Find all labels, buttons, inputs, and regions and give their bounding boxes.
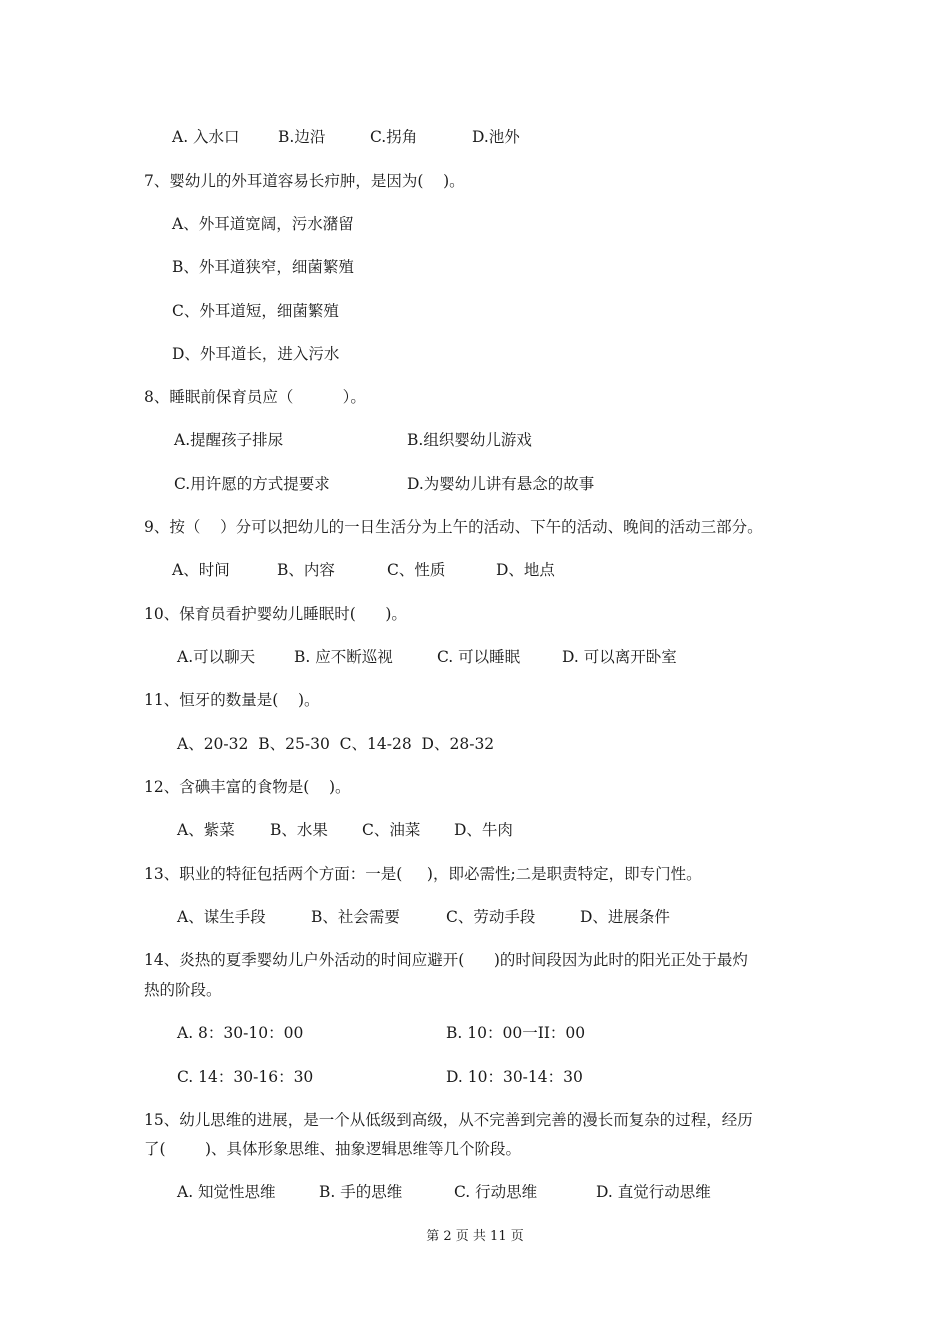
q8-option-c: C.用许愿的方式提要求: [174, 475, 330, 493]
q7-option-a: A、外耳道宽阔，污水潴留: [172, 215, 354, 233]
q13-option-c: C、劳动手段: [446, 908, 536, 926]
q13-option-d: D、进展条件: [580, 908, 670, 926]
q12-option-c: C、油菜: [362, 821, 421, 839]
q14-stem-line-1: 14、炎热的夏季婴幼儿户外活动的时间应避开( )的时间段因为此时的阳光正处于最灼: [144, 951, 748, 969]
q6-option-c: C.拐角: [370, 128, 418, 146]
q10-option-c: C. 可以睡眠: [437, 648, 521, 666]
q10-option-b: B. 应不断巡视: [294, 648, 393, 666]
q7-stem: 7、婴幼儿的外耳道容易长疖肿，是因为( )。: [144, 172, 465, 190]
q9-option-a: A、时间: [172, 561, 230, 579]
q15-option-b: B. 手的思维: [319, 1183, 403, 1201]
q15-option-a: A. 知觉性思维: [177, 1183, 276, 1201]
q14-option-d: D. 10：30-14：30: [446, 1068, 583, 1086]
q11-options: A、20-32 B、25-30 C、14-28 D、28-32: [177, 735, 495, 753]
q15-option-d: D. 直觉行动思维: [596, 1183, 711, 1201]
q7-option-b: B、外耳道狭窄，细菌繁殖: [172, 258, 354, 276]
q13-stem: 13、职业的特征包括两个方面：一是( )，即必需性;二是职责特定，即专门性。: [144, 865, 702, 883]
q14-stem-line-2: 热的阶段。: [144, 981, 222, 999]
q12-option-d: D、牛肉: [454, 821, 513, 839]
q15-stem-line-1: 15、幼儿思维的进展，是一个从低级到高级，从不完善到完善的漫长而复杂的过程，经历: [144, 1111, 753, 1129]
q8-option-a: A.提醒孩子排尿: [174, 431, 284, 449]
q15-stem-line-2: 了( )、具体形象思维、抽象逻辑思维等几个阶段。: [144, 1140, 522, 1158]
q12-option-b: B、水果: [270, 821, 328, 839]
q12-option-a: A、紫菜: [177, 821, 235, 839]
q9-option-b: B、内容: [277, 561, 335, 579]
q10-option-a: A.可以聊天: [177, 648, 256, 666]
q12-stem: 12、含碘丰富的食物是( )。: [144, 778, 351, 796]
q9-option-c: C、性质: [387, 561, 446, 579]
q10-option-d: D. 可以离开卧室: [562, 648, 677, 666]
q15-option-c: C. 行动思维: [454, 1183, 538, 1201]
q9-option-d: D、地点: [496, 561, 555, 579]
q13-option-a: A、谋生手段: [177, 908, 266, 926]
q6-option-d: D.池外: [472, 128, 520, 146]
q14-option-a: A. 8：30-10：00: [177, 1024, 304, 1042]
q8-option-d: D.为婴幼儿讲有悬念的故事: [407, 475, 595, 493]
q11-stem: 11、恒牙的数量是( )。: [144, 691, 320, 709]
q6-option-a: A. 入水口: [172, 128, 240, 146]
q13-option-b: B、社会需要: [311, 908, 400, 926]
page-number-footer: 第 2 页 共 11 页: [426, 1229, 524, 1244]
q7-option-c: C、外耳道短，细菌繁殖: [172, 302, 339, 320]
q8-option-b: B.组织婴幼儿游戏: [407, 431, 532, 449]
q9-stem: 9、按（ ）分可以把幼儿的一日生活分为上午的活动、下午的活动、晚间的活动三部分。: [144, 518, 763, 536]
q14-option-c: C. 14：30-16：30: [177, 1068, 314, 1086]
q7-option-d: D、外耳道长，进入污水: [172, 345, 340, 363]
q14-option-b: B. 10：00一II：00: [446, 1024, 586, 1042]
q10-stem: 10、保育员看护婴幼儿睡眠时( )。: [144, 605, 407, 623]
q6-option-b: B.边沿: [278, 128, 326, 146]
q8-stem: 8、睡眠前保育员应（ ）。: [144, 388, 366, 406]
